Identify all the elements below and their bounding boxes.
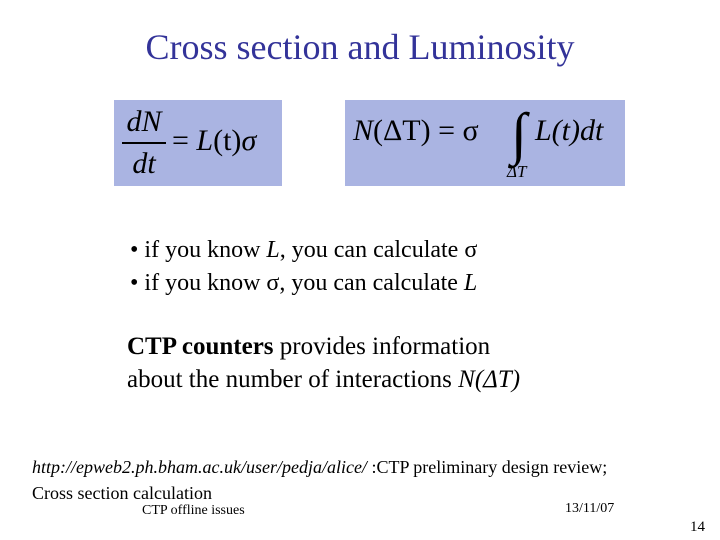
integral-formula-lhs	[353, 114, 479, 148]
fraction-denominator: dt	[132, 147, 156, 180]
reference	[32, 454, 692, 506]
bullet-list	[130, 234, 477, 300]
integral-sign-icon: ∫	[511, 101, 527, 166]
equals-sigma: = σ	[430, 114, 479, 147]
bullet-variable: L	[463, 270, 478, 296]
paragraph-line	[127, 363, 520, 396]
bullet-variable: σ	[266, 270, 280, 296]
paragraph-text: provides information	[273, 333, 491, 360]
bullet-text: , you can calculate	[279, 237, 465, 263]
slide-title: Cross section and Luminosity	[145, 27, 575, 67]
bullet-text: • if you know	[130, 237, 267, 263]
paragraph-text: about the number of interactions	[127, 366, 459, 393]
reference-text: :CTP preliminary design review;	[371, 457, 608, 477]
bullet-text: • if you know	[130, 270, 267, 296]
fraction-bar	[122, 142, 166, 144]
ctp-paragraph	[127, 330, 520, 396]
bullet-item	[130, 267, 477, 300]
footer-title: CTP offline issues	[142, 503, 245, 518]
bullet-item	[130, 234, 477, 267]
sigma-symbol: σ	[241, 124, 257, 157]
rate-formula	[114, 100, 282, 186]
integrand: L(t)dt	[535, 114, 604, 147]
footer-date: 13/11/07	[565, 501, 615, 516]
reference-line: Cross section calculation	[32, 483, 212, 503]
equals-sign: =	[172, 124, 197, 157]
time-argument: (t)	[213, 124, 242, 157]
luminosity-symbol: L	[196, 124, 214, 157]
count-symbol: N	[353, 114, 374, 147]
bold-term: CTP counters	[127, 333, 274, 360]
reference-line	[32, 454, 692, 480]
bullet-text: , you can calculate	[279, 270, 464, 296]
page-number: 14	[690, 519, 705, 535]
fraction-numerator: dN	[126, 105, 162, 138]
count-argument: (ΔT)	[373, 114, 431, 147]
integral-formula	[345, 100, 625, 186]
interaction-count: N(ΔT)	[458, 366, 521, 393]
derivative-fraction	[122, 104, 166, 182]
bullet-variable: σ	[464, 237, 478, 263]
integral-subscript: ΔT	[507, 162, 527, 181]
bullet-variable: L	[266, 237, 280, 263]
rate-formula-rhs	[172, 124, 256, 158]
reference-link[interactable]: http://epweb2.ph.bham.ac.uk/user/pedja/alice/	[32, 457, 372, 477]
paragraph-line	[127, 330, 520, 363]
